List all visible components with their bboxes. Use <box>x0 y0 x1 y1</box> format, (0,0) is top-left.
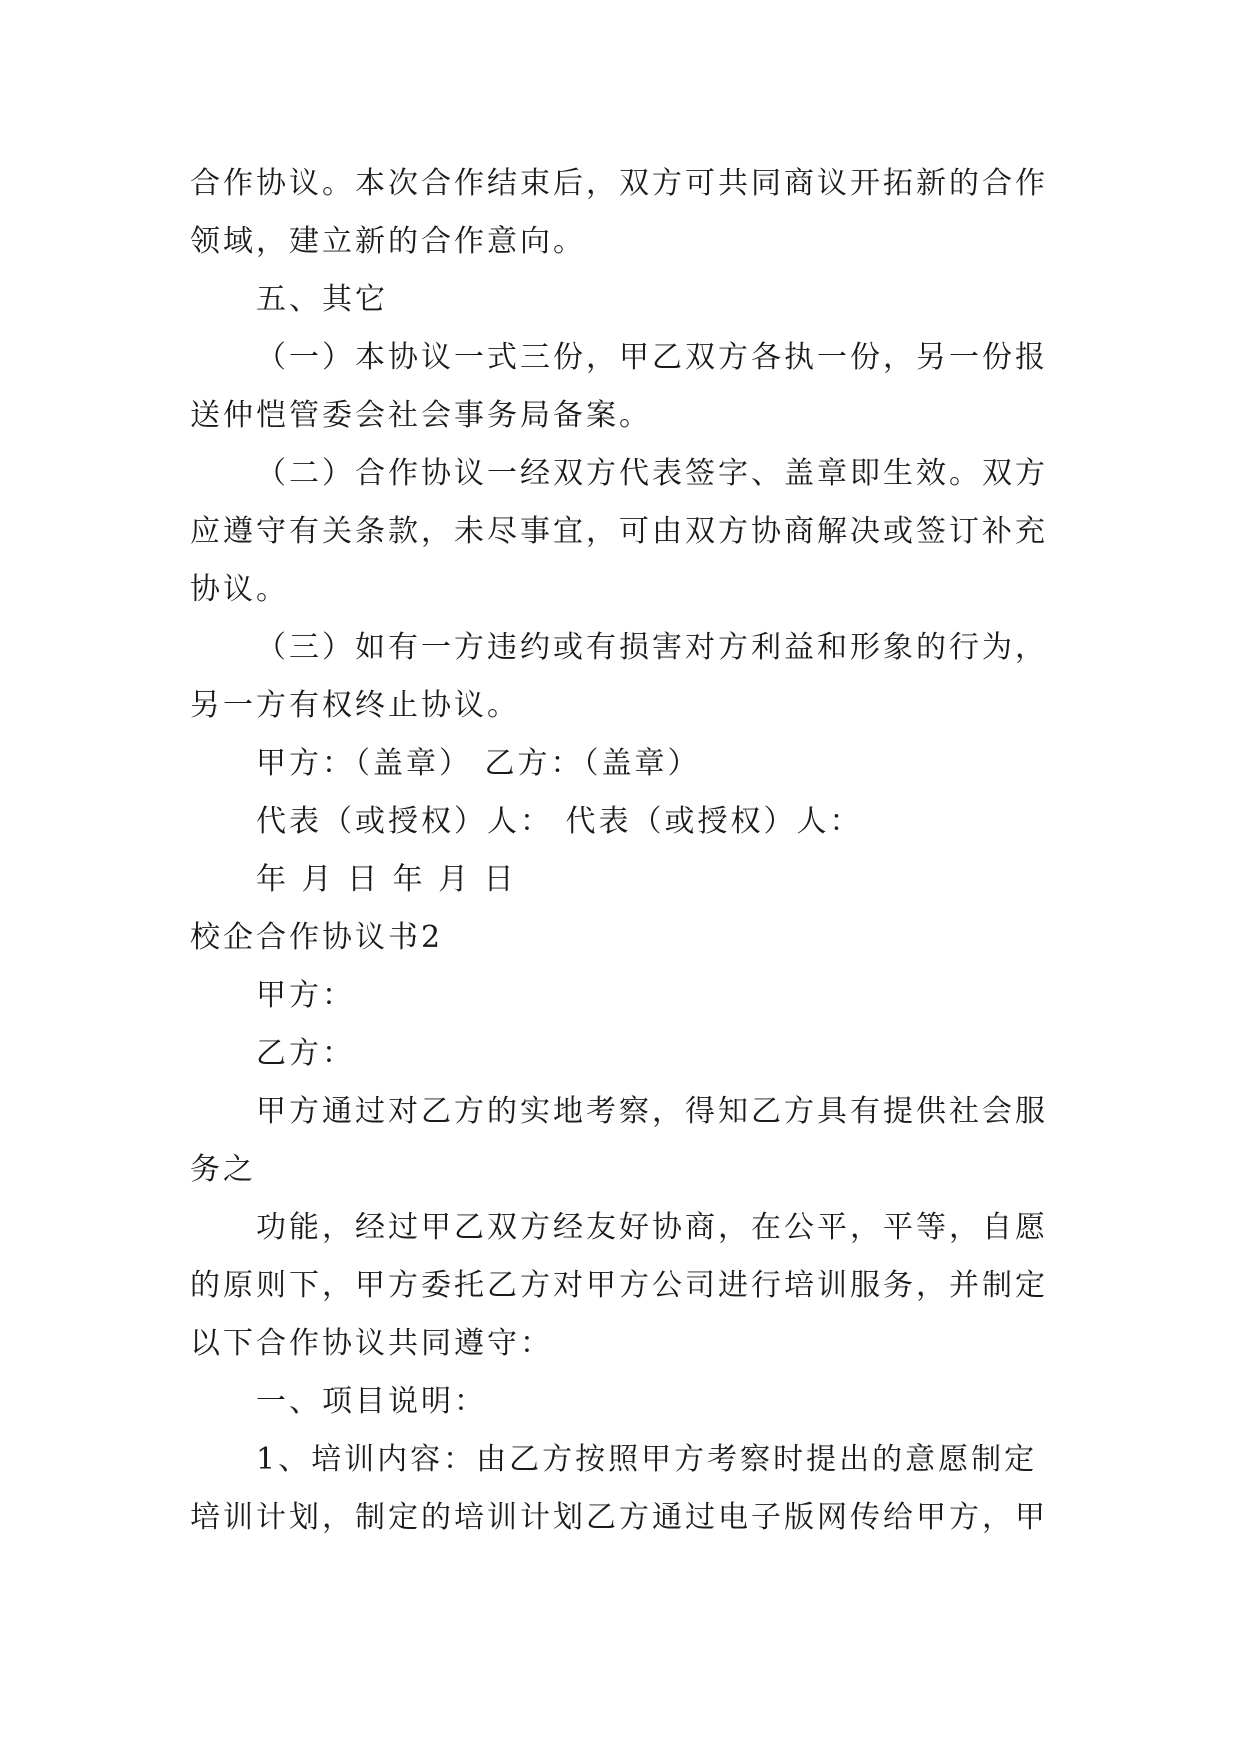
paragraph-line: 合作协议。本次合作结束后，双方可共同商议开拓新的合作 <box>190 166 1048 201</box>
paragraph-line: （一）本协议一式三份，甲乙双方各执一份，另一份报 <box>256 340 1048 375</box>
paragraph-line: 送仲恺管委会社会事务局备案。 <box>190 398 652 433</box>
paragraph-line: 务之 <box>190 1152 256 1187</box>
party-a-line: 甲方： <box>256 978 355 1013</box>
paragraph-line: 功能，经过甲乙双方经友好协商，在公平，平等，自愿 <box>256 1210 1048 1245</box>
paragraph-line: （二）合作协议一经双方代表签字、盖章即生效。双方 <box>256 456 1048 491</box>
signature-representative-line: 代表（或授权）人： 代表（或授权）人： <box>256 804 863 839</box>
paragraph-line: 甲方通过对乙方的实地考察，得知乙方具有提供社会服 <box>256 1094 1048 1129</box>
paragraph-line: 领域，建立新的合作意向。 <box>190 224 586 259</box>
signature-seal-line: 甲方：（盖章） 乙方：（盖章） <box>256 746 701 781</box>
paragraph-line: 应遵守有关条款，未尽事宜，可由双方协商解决或签订补充 <box>190 514 1048 549</box>
paragraph-line: 1、培训内容：由乙方按照甲方考察时提出的意愿制定 <box>256 1442 1038 1477</box>
paragraph-line: 的原则下，甲方委托乙方对甲方公司进行培训服务，并制定 <box>190 1268 1048 1303</box>
paragraph-line: 另一方有权终止协议。 <box>190 688 520 723</box>
party-b-line: 乙方： <box>256 1036 355 1071</box>
section-heading: 一、项目说明： <box>256 1384 487 1419</box>
section-heading: 五、其它 <box>256 282 388 317</box>
paragraph-line: 协议。 <box>190 572 289 607</box>
signature-date-line: 年 月 日 年 月 日 <box>256 862 517 897</box>
document-title: 校企合作协议书2 <box>190 920 444 955</box>
paragraph-line: 以下合作协议共同遵守： <box>190 1326 553 1361</box>
paragraph-line: 培训计划，制定的培训计划乙方通过电子版网传给甲方，甲 <box>190 1500 1048 1535</box>
paragraph-line: （三）如有一方违约或有损害对方利益和形象的行为， <box>256 630 1048 665</box>
